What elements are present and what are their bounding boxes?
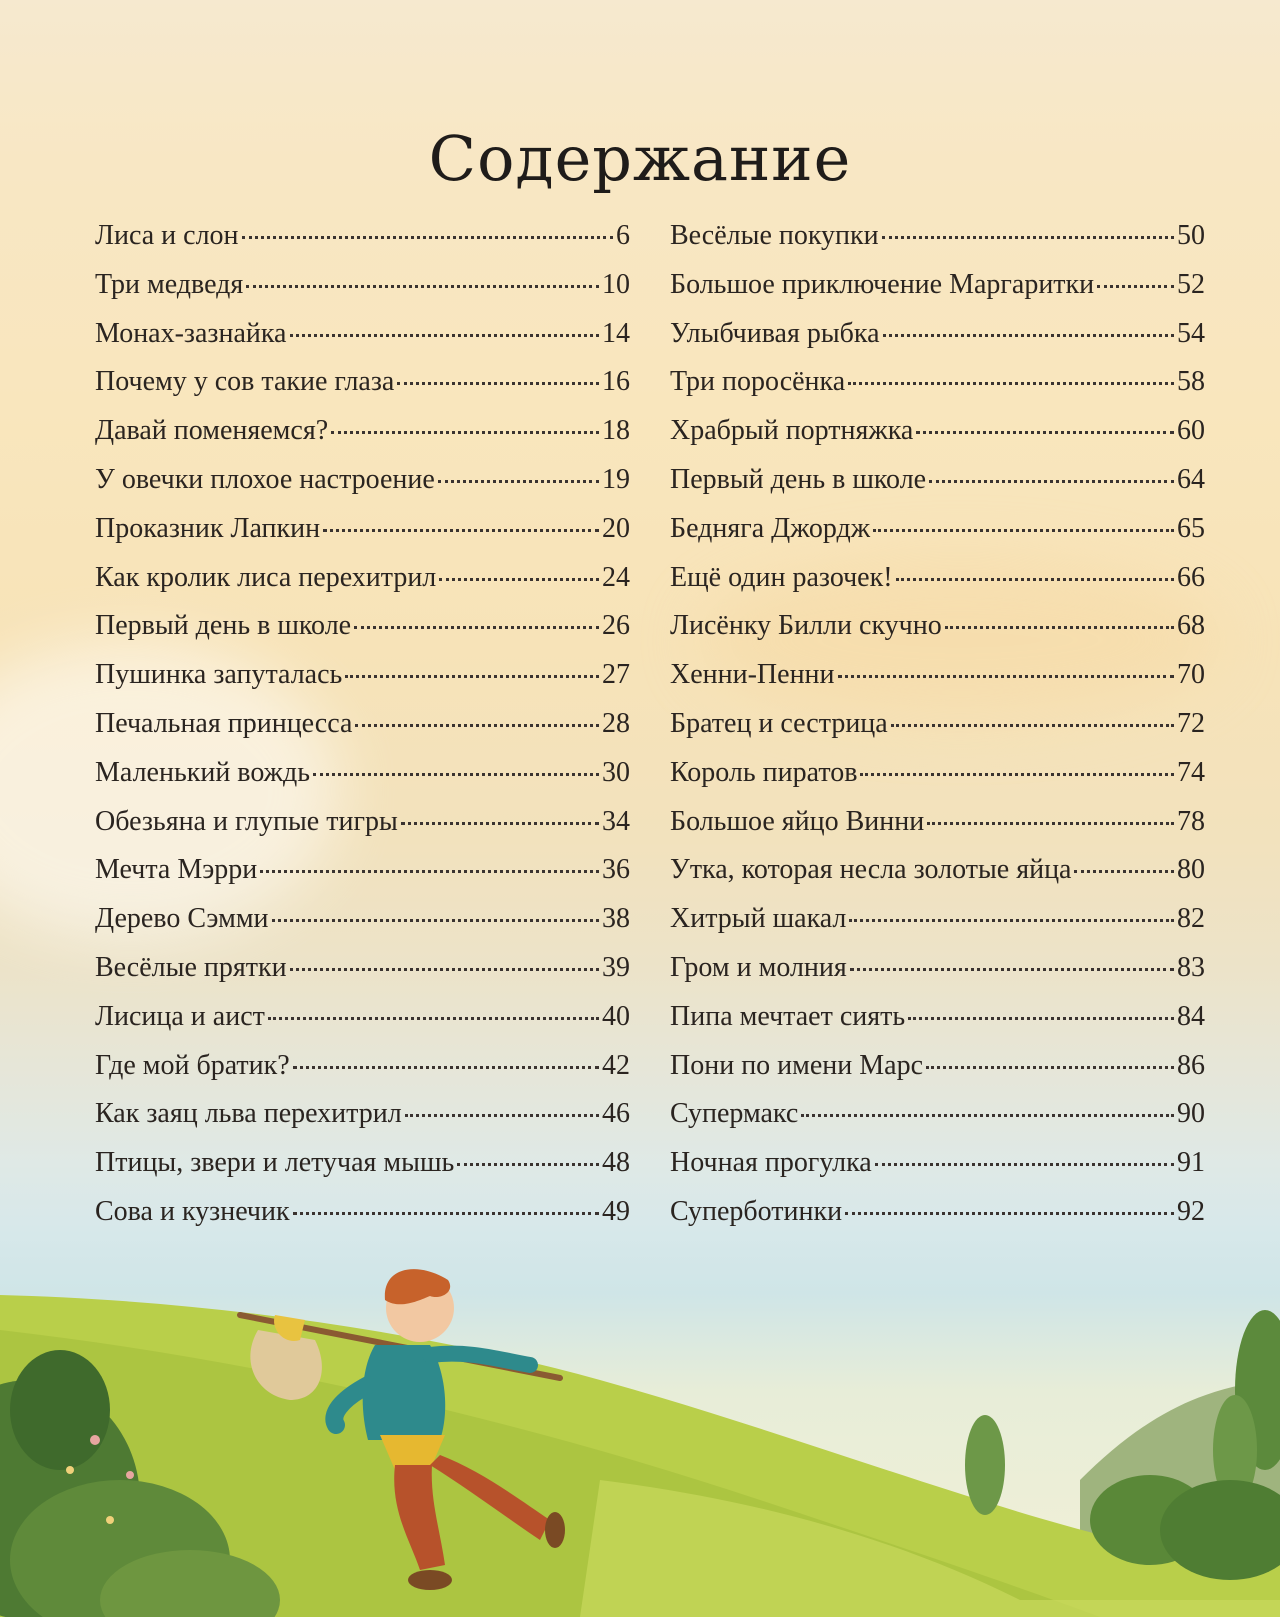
- toc-dot-leader: [860, 773, 1174, 776]
- toc-page-number: 78: [1177, 805, 1205, 837]
- toc-dot-leader: [331, 431, 599, 434]
- toc-entry-title: Хитрый шакал: [670, 903, 847, 935]
- toc-entry: [95, 358, 630, 407]
- toc-entry-title: Храбрый портняжка: [670, 415, 914, 447]
- toc-page-number: 64: [1177, 463, 1205, 495]
- toc-entry: [95, 895, 630, 944]
- toc-page-number: 60: [1177, 415, 1205, 447]
- toc-entry: [670, 310, 1205, 359]
- toc-entry-title: Монах-зазнайка: [95, 317, 287, 349]
- toc-dot-leader: [323, 529, 599, 532]
- toc-entry-title: Первый день в школе: [670, 463, 927, 495]
- toc-entry: [670, 798, 1205, 847]
- toc-dot-leader: [290, 968, 599, 971]
- toc-entry: [95, 554, 630, 603]
- toc-dot-leader: [882, 236, 1174, 239]
- toc-dot-leader: [916, 431, 1174, 434]
- toc-page-number: 20: [602, 512, 630, 544]
- toc-dot-leader: [1097, 285, 1174, 288]
- toc-entry-title: Супермакс: [670, 1098, 799, 1130]
- toc-entry: [670, 700, 1205, 749]
- toc-entry: [95, 407, 630, 456]
- toc-entry: [670, 407, 1205, 456]
- toc-entry-title: Почему у сов такие глаза: [95, 366, 395, 398]
- flower: [66, 1466, 74, 1474]
- toc-entry-title: У овечки плохое настроение: [95, 463, 435, 495]
- toc-entry: [95, 1090, 630, 1139]
- flower: [126, 1471, 134, 1479]
- toc-dot-leader: [313, 773, 599, 776]
- toc-dot-leader: [883, 334, 1174, 337]
- toc-entry: [670, 602, 1205, 651]
- toc-dot-leader: [246, 285, 599, 288]
- toc-dot-leader: [873, 529, 1174, 532]
- toc-page-number: 54: [1177, 317, 1205, 349]
- toc-entry: [95, 602, 630, 651]
- toc-page-number: 84: [1177, 1000, 1205, 1032]
- toc-page-number: 46: [602, 1098, 630, 1130]
- toc-dot-leader: [405, 1114, 599, 1117]
- toc-dot-leader: [457, 1163, 599, 1166]
- toc-dot-leader: [845, 1212, 1174, 1215]
- toc-page-number: 58: [1177, 366, 1205, 398]
- toc-entry: [670, 846, 1205, 895]
- page-title: Содержание: [428, 122, 852, 195]
- toc-dot-leader: [838, 675, 1174, 678]
- toc-entry: [670, 1188, 1205, 1237]
- toc-entry: [95, 456, 630, 505]
- toc-entry: [670, 212, 1205, 261]
- toc-entry-title: Печальная принцесса: [95, 707, 353, 739]
- toc-page-number: 10: [602, 268, 630, 300]
- toc-dot-leader: [354, 626, 599, 629]
- toc-entry-title: Лисица и аист: [95, 1000, 265, 1032]
- toc-entry-title: Маленький вождь: [95, 756, 310, 788]
- toc-dot-leader: [927, 822, 1174, 825]
- toc-entry-title: Суперботинки: [670, 1195, 843, 1227]
- toc-page-number: 14: [602, 317, 630, 349]
- toc-entry-title: Лисёнку Билли скучно: [670, 610, 942, 642]
- toc-page-number: 82: [1177, 903, 1205, 935]
- toc-page-number: 26: [602, 610, 630, 642]
- toc-entry: [95, 944, 630, 993]
- toc-dot-leader: [439, 578, 599, 581]
- toc-entry: [670, 505, 1205, 554]
- toc-right-column: [670, 212, 1205, 1237]
- toc-page-number: 27: [602, 659, 630, 691]
- toc-page-number: 49: [602, 1195, 630, 1227]
- toc-entry-title: Пушинка запуталась: [95, 659, 343, 691]
- toc-page-number: 48: [602, 1147, 630, 1179]
- toc-page-number: 24: [602, 561, 630, 593]
- toc-page-number: 34: [602, 805, 630, 837]
- toc-entry-title: Король пиратов: [670, 756, 858, 788]
- toc-entry: [670, 749, 1205, 798]
- toc-page-number: 80: [1177, 854, 1205, 886]
- toc-page-number: 72: [1177, 707, 1205, 739]
- toc-page-number: 92: [1177, 1195, 1205, 1227]
- toc-entry: [95, 798, 630, 847]
- toc-page-number: 70: [1177, 659, 1205, 691]
- toc-entry-title: Бедняга Джордж: [670, 512, 871, 544]
- toc-entry-title: Ещё один разочек!: [670, 561, 893, 593]
- toc-page-number: 36: [602, 854, 630, 886]
- toc-dot-leader: [875, 1163, 1174, 1166]
- toc-dot-leader: [401, 822, 599, 825]
- toc-entry-title: Три медведя: [95, 268, 244, 300]
- toc-page-number: 50: [1177, 220, 1205, 251]
- toc-entry: [670, 261, 1205, 310]
- toc-page-number: 65: [1177, 512, 1205, 544]
- toc-page-number: 83: [1177, 951, 1205, 983]
- toc-dot-leader: [1074, 870, 1174, 873]
- toc-dot-leader: [849, 919, 1174, 922]
- toc-entry: [95, 261, 630, 310]
- toc-entry: [95, 1139, 630, 1188]
- toc-entry: [670, 456, 1205, 505]
- toc-entry-title: Проказник Лапкин: [95, 512, 321, 544]
- toc-page-number: 66: [1177, 561, 1205, 593]
- toc-entry: [95, 749, 630, 798]
- toc-page-number: 74: [1177, 756, 1205, 788]
- toc-dot-leader: [345, 675, 599, 678]
- toc-entry-title: Пони по имени Марс: [670, 1049, 924, 1081]
- toc-entry: [670, 1090, 1205, 1139]
- toc-entry-title: Лиса и слон: [95, 220, 239, 251]
- toc-dot-leader: [272, 919, 599, 922]
- toc-entry-title: Улыбчивая рыбка: [670, 317, 880, 349]
- tree: [965, 1415, 1005, 1515]
- toc-entry-title: Братец и сестрица: [670, 707, 888, 739]
- bush: [10, 1350, 110, 1470]
- toc-dot-leader: [801, 1114, 1174, 1117]
- toc-entry-title: Три поросёнка: [670, 366, 846, 398]
- toc-page-number: 91: [1177, 1147, 1205, 1179]
- toc-entry-title: Большое приключение Маргаритки: [670, 268, 1095, 300]
- toc-dot-leader: [260, 870, 599, 873]
- toc-page-number: 28: [602, 707, 630, 739]
- toc-entry: [95, 310, 630, 359]
- toc-entry-title: Мечта Мэрри: [95, 854, 258, 886]
- toc-entry: [670, 895, 1205, 944]
- toc-page-number: 86: [1177, 1049, 1205, 1081]
- toc-dot-leader: [293, 1212, 599, 1215]
- toc-page-number: 68: [1177, 610, 1205, 642]
- toc-page-number: 16: [602, 366, 630, 398]
- toc-entry-title: Как кролик лиса перехитрил: [95, 561, 437, 593]
- flower: [90, 1435, 100, 1445]
- toc-entry-title: Хенни-Пенни: [670, 659, 835, 691]
- toc-entry: [95, 651, 630, 700]
- toc-entry-title: Давай поменяемся?: [95, 415, 329, 447]
- toc-entry: [670, 1042, 1205, 1091]
- toc-entry: [670, 944, 1205, 993]
- toc-entry: [95, 700, 630, 749]
- toc-entry-title: Большое яйцо Винни: [670, 805, 925, 837]
- toc-dot-leader: [242, 236, 613, 239]
- toc-dot-leader: [290, 334, 600, 337]
- toc-entry: [670, 993, 1205, 1042]
- toc-entry: [670, 358, 1205, 407]
- toc-entry: [95, 1042, 630, 1091]
- toc-page-number: 52: [1177, 268, 1205, 300]
- toc-entry-title: Весёлые прятки: [95, 951, 287, 983]
- toc-entry-title: Где мой братик?: [95, 1049, 290, 1081]
- toc-entry-title: Птицы, звери и летучая мышь: [95, 1147, 455, 1179]
- toc-entry: [670, 554, 1205, 603]
- toc-entry: [95, 505, 630, 554]
- flower: [106, 1516, 114, 1524]
- toc-dot-leader: [355, 724, 599, 727]
- toc-entry: [95, 846, 630, 895]
- toc-dot-leader: [848, 382, 1174, 385]
- toc-dot-leader: [293, 1066, 599, 1069]
- toc-dot-leader: [908, 1017, 1174, 1020]
- toc-entry-title: Первый день в школе: [95, 610, 352, 642]
- toc-dot-leader: [891, 724, 1174, 727]
- toc-left-column: [95, 212, 630, 1237]
- toc-page-number: 42: [602, 1049, 630, 1081]
- toc-page-number: 90: [1177, 1098, 1205, 1130]
- toc-entry: [670, 651, 1205, 700]
- toc-entry-title: Ночная прогулка: [670, 1147, 872, 1179]
- toc-entry-title: Как заяц льва перехитрил: [95, 1098, 402, 1130]
- toc-dot-leader: [929, 480, 1174, 483]
- toc-dot-leader: [438, 480, 599, 483]
- toc-entry: [95, 1188, 630, 1237]
- toc-entry-title: Пипа мечтает сиять: [670, 1000, 906, 1032]
- toc-page-number: 30: [602, 756, 630, 788]
- toc-dot-leader: [397, 382, 599, 385]
- toc-entry: [670, 1139, 1205, 1188]
- toc-dot-leader: [896, 578, 1174, 581]
- toc-page-number: 6: [616, 220, 630, 251]
- toc-page-number: 18: [602, 415, 630, 447]
- toc-dot-leader: [926, 1066, 1174, 1069]
- toc-entry: [95, 212, 630, 261]
- toc-page-number: 40: [602, 1000, 630, 1032]
- toc-dot-leader: [268, 1017, 599, 1020]
- toc-entry-title: Обезьяна и глупые тигры: [95, 805, 398, 837]
- toc-page-number: 38: [602, 903, 630, 935]
- toc-entry-title: Сова и кузнечик: [95, 1195, 290, 1227]
- toc-entry: [95, 993, 630, 1042]
- toc-dot-leader: [945, 626, 1174, 629]
- toc-entry-title: Весёлые покупки: [670, 220, 879, 251]
- toc-entry-title: Гром и молния: [670, 951, 847, 983]
- toc-entry-title: Утка, которая несла золотые яйца: [670, 854, 1072, 886]
- toc-page-number: 19: [602, 463, 630, 495]
- toc-entry-title: Дерево Сэмми: [95, 903, 269, 935]
- toc-dot-leader: [850, 968, 1174, 971]
- toc-page-number: 39: [602, 951, 630, 983]
